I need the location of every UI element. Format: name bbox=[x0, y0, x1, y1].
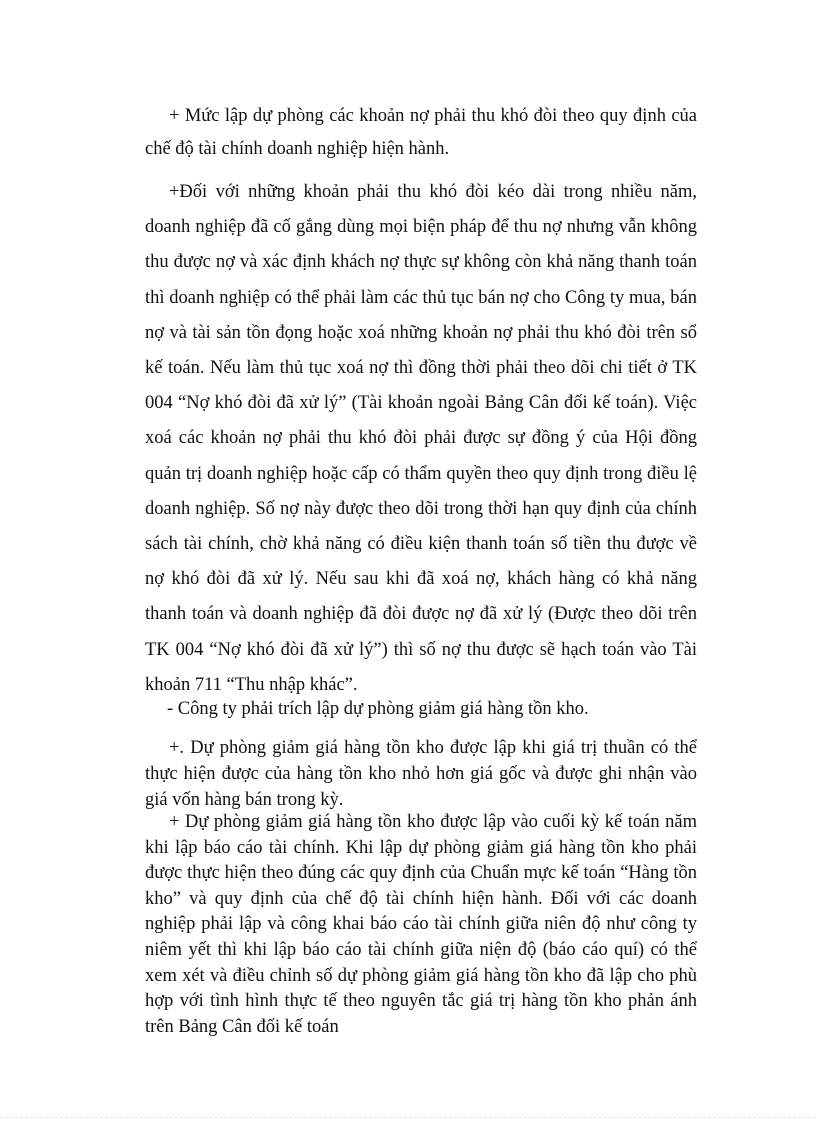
paragraph-inventory-provision-timing: + Dự phòng giảm giá hàng tồn kho được lập vào cuối kỳ kế toán năm khi lập báo cáo tài chính. Khi lập dự phòng giảm giá hàng tồn kho phải được thực hiện theo đúng các quy định của Chuẩn mực kế toán “Hàng tồn kho” và quy định của chế độ tài chính hiện hành. Đối với các doanh nghiệp phải lập và công khai báo cáo tài chính giữa niên độ như công ty niêm yết thì khi lập báo cáo tài chính giữa niện độ (báo cáo quí) có thể xem xét và điều chỉnh số dự phòng giảm giá hàng tồn kho đã lập cho phù hợp với tình hình thực tế theo nguyên tắc giá trị hàng tồn kho phản ánh trên Bảng Cân đối kế toán bbox=[145, 812, 697, 1037]
paragraph-inventory-provision-heading: - Công ty phải trích lập dự phòng giảm giá hàng tồn kho. bbox=[167, 699, 589, 719]
paragraph-bad-debt-writeoff: +Đối với những khoản phải thu khó đòi kéo dài trong nhiều năm, doanh nghiệp đã cố gắng dùng mọi biện pháp để thu nợ nhưng vẫn không thu được nợ và xác định khách nợ thực sự không còn khả năng thanh toán thì doanh nghiệp có thể phải làm các thủ tục bán nợ cho Công ty mua, bán nợ và tài sản tồn đọng hoặc xoá những khoản nợ phải thu khó đòi trên sổ kế toán. Nếu làm thủ tục xoá nợ thì đồng thời phải theo dõi chi tiết ở TK 004 “Nợ khó đòi đã xử lý” (Tài khoản ngoài Bảng Cân đối kế toán). Việc xoá các khoản nợ phải thu khó đòi phải được sự đồng ý của Hội đồng quản trị doanh nghiệp hoặc cấp có thẩm quyền theo quy định trong điều lệ doanh nghiệp. Số nợ này được theo dõi trong thời hạn quy định của chính sách tài chính, chờ khả năng có điều kiện thanh toán số tiền thu được về nợ khó đòi đã xử lý. Nếu sau khi đã xoá nợ, khách hàng có khả năng thanh toán và doanh nghiệp đã đòi được nợ đã xử lý (Được theo dõi trên TK 004 “Nợ khó đòi đã xử lý”) thì số nợ thu được sẽ hạch toán vào Tài khoản 711 “Thu nhập khác”. bbox=[145, 182, 697, 695]
paragraph-inventory-provision-condition: +. Dự phòng giảm giá hàng tồn kho được lập khi giá trị thuần có thể thực hiện được của hàng tồn kho nhỏ hơn giá gốc và được ghi nhận vào giá vốn hàng bán trong kỳ. bbox=[145, 738, 697, 810]
paragraph-provision-level: + Mức lập dự phòng các khoản nợ phải thu khó đòi theo quy định của chế độ tài chính doanh nghiệp hiện hành. bbox=[145, 106, 697, 159]
page-bottom-divider bbox=[0, 1117, 816, 1118]
